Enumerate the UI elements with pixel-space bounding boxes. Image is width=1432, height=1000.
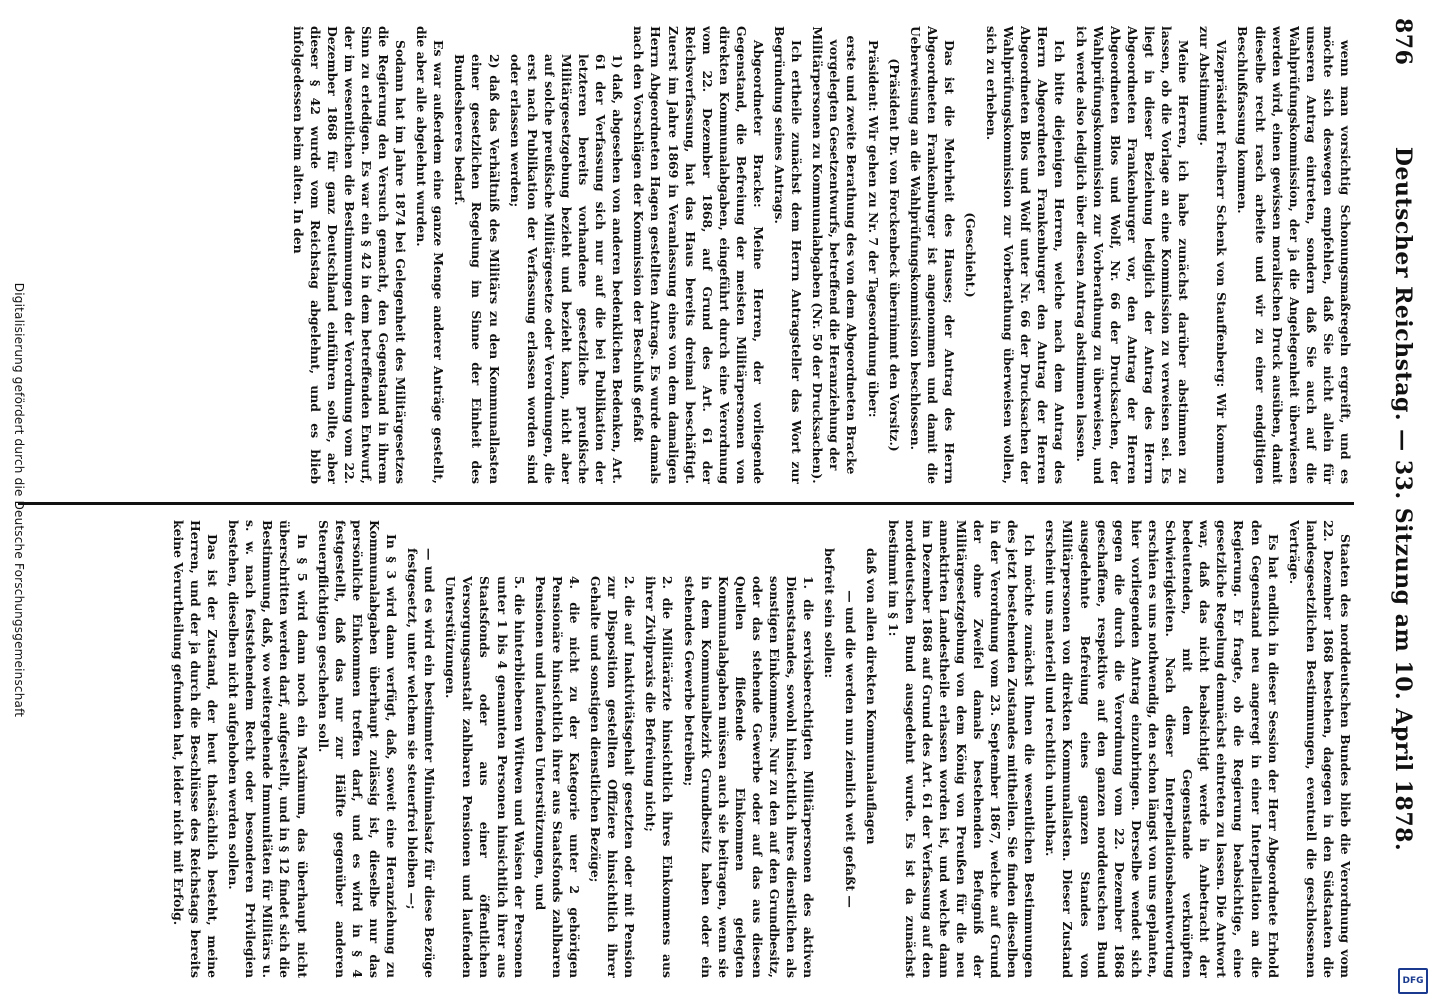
list-item: 1) daß, abgesehen von anderen bedenklichen Bedenken, Art. 61 der Verfassung sich nur auf die bei Publikation der letzteren bereits vorhandene gesetzliche preußische Militärgesetzgebung bezieht und bezieht kann, nicht aber auf solche preußische Militärgesetze oder Verordnungen, die erst nach Publikation der Verfassung erlassen worden sind oder erlassen werden; bbox=[507, 54, 626, 484]
paragraph: Vizepräsident Freiherr Schenk von Stauffenberg: Wir kommen zur Abstimmung. bbox=[1197, 26, 1230, 484]
right-column bbox=[14, 520, 1354, 978]
paragraph: Staaten des norddeutschen Bundes blieb die Verordnung vom 22. Dezember 1868 bestehen, dagegen in den Südstaaten die landesgesetzlichen Bestimmungen, eventuell die geschlossenen Verträge. bbox=[1286, 520, 1353, 978]
digitization-footer: Digitalisierung gefördert durch die Deutsche Forschungsgemeinschaft bbox=[12, 282, 26, 718]
list-item: 5. die hinterbliebenen Wittwen und Waisen der Personen unter 1 bis 4 genannten Personen hinsichtlich ihrer aus Staatsfonds oder aus einer öffentlichen Versorgungsanstalt zahlbaren Pensionen und laufenden Unterstützungen. bbox=[443, 576, 527, 978]
paragraph: Präsident: Wir gehen zu Nr. 7 der Tagesordnung über: bbox=[865, 40, 881, 418]
running-title: Deutscher Reichstag. — 33. Sitzung am 10. April 1878. bbox=[1390, 146, 1416, 852]
paragraph: Ich ertheile zunächst dem Herrn Antragsteller das Wort zur Begründung seines Antrags. bbox=[772, 26, 805, 484]
list-item: 4. die nicht zu der Kategorie unter 2 gehörigen Pensionäre hinsichtlich ihrer aus Staatsfonds zahlbaren Pensionen und laufenden Unterstützungen, und bbox=[532, 576, 582, 978]
stage-direction: (Geschieht.) bbox=[963, 212, 979, 298]
interjection: — und es wird ein bestimmter Minimalsatz für diese Bezüge festgesetzt, unter welchem sie steuerfrei bleiben —; bbox=[405, 548, 438, 978]
list-item: 1. die servisberechtigten Militärpersonen des aktiven Dienststandes, sowohl hinsichtlich ihres dienstlichen als sonstigen Einkommens. Nur zu den auf den Grundbesitz, oder das stehende Gewerbe oder auf das aus diesen Quellen fließende Einkommen gelegten Kommunalabgaben müssen auch sie beitragen, wenn sie in dem Kommunalbezirk Grundbesitz haben oder ein stehendes Gewerbe betreiben; bbox=[681, 576, 817, 978]
paragraph: Das ist der Zustand, der heut thatsächlich besteht, meine Herren, und der ja durch die Beschlüsse des Reichstags bereits keine Verurtheilung gefunden hat, leider nicht mit Erfolg. bbox=[170, 520, 221, 978]
list-item: 2) daß das Verhältniß des Militärs zu den Kommunallasten einer gesetzlichen Regelung im Sinne der Einheit des Bundesheeres bedarf. bbox=[452, 54, 502, 484]
paragraph: Es war außerdem eine ganze Menge anderer Anträge gestellt, die aber alle abgelehnt wurden. bbox=[414, 26, 447, 484]
paragraph: Meine Herren, ich habe zunächst darüber abstimmen zu lassen, ob die Vorlage an eine Kommission zu verweisen sei. Es liegt in dieser Beziehung lediglich der Antrag des Herrn Abgeordneten Frankenburger vor, den Antrag der Herren Abgeordneten Blos und Wolf, Nr. 66 der Drucksachen, der Wahlprüfungskommission zur Vorberathung zu überweisen, und ich werde also lediglich über diesen Antrag abstimmen lassen. bbox=[1073, 26, 1192, 484]
paragraph: Es hat endlich in dieser Session der Herr Abgeordnete Erhold den Gegenstand neu angeregt in einer Interpellation an die Regierung. Er fragte, ob die Regierung beabsichtige, eine gesetzliche Regelung demnächst eintreten zu lassen. Die Antwort war, daß das nicht beabsichtigt werde in Anbetracht der bedeutenden, mit dem Gegenstande verknüpften Schwierigkeiten. Nach dieser Interpellationsbeantwortung erschien es uns nothwendig, den schon längst von uns geplanten, hier vorliegenden Antrag einzubringen. Derselbe wendet sich gegen die durch die Verordnung vom 22. Dezember 1868 geschaffene, respektive auf den ganzen norddeutschen Bund ausgedehnte Befreiung eines ganzen Standes von Militärpersonen von direkten Kommunallasten. Dieser Zustand erscheint uns materiell und rechtlich unhaltbar. bbox=[1043, 520, 1281, 978]
interjection: — und die werden nun ziemlich weit gefaßt — bbox=[843, 590, 859, 908]
paragraph: Ich bitte diejenigen Herren, welche nach dem Antrag des Herrn Abgeordneten Frankenburger den Antrag der Herren Abgeordneten Blos und Wolf unter Nr. 66 der Drucksachen der Wahlprüfungskommission zur Vorberathung überweisen wollen, sich zu erheben. bbox=[984, 26, 1068, 484]
paragraph: Abgeordneter Bracke: Meine Herren, der vorliegende Gegenstand, die Befreiung der meisten Militärpersonen von direkten Kommunalabgaben, eingeführt durch eine Verordnung vom 22. Dezember 1868, auf Grund des Art. 61 der Reichsverfassung, hat das Haus bereits dreimal beschäftigt. Zuerst im Jahre 1869 in Veranlassung eines von dem damaligen Herrn Abgeordneten Hagen gestellten Antrags. Es wurde damals nach den Vorschlägen der Kommission der Beschluß gefaßt bbox=[631, 26, 766, 484]
paragraph: In § 3 wird dann verfügt, daß, soweit eine Heranziehung zu Kommunalabgaben überhaupt zulässig ist, dieselbe nur das persönliche Einkommen treffen darf, und es wird in § 4 festgestellt, daß das nur zur Hälfte gegenüber anderen Steuerpflichtigen geschehen soll. bbox=[315, 520, 400, 978]
dfg-logo-icon: DFG bbox=[1398, 968, 1428, 994]
stage-direction: (Präsident Dr. von Forckenbeck übernimmt den Vorsitz.) bbox=[886, 58, 902, 452]
list-item: 2. die Militärärzte hinsichtlich ihres Einkommens aus ihrer Zivilpraxis die Befreiung nicht; bbox=[643, 576, 676, 978]
page-number: 876 bbox=[1390, 18, 1416, 66]
agenda-item: erste und zweite Berathung des von dem Abgeordneten Bracke vorgelegten Gesetzentwurfs, betreffend die Heranziehung der Militärpersonen zu Kommunalabgaben (Nr. 50 der Drucksachen). bbox=[810, 26, 860, 484]
paragraph: In § 5 wird dann noch ein Maximum, das überhaupt nicht überschritten werden darf, aufgestellt, und in § 12 findet sich die Bestimmung, daß, wo weitergehende Immunitäten für Militärs u. s. w. nach feststehendem Recht oder besonderen Privilegien bestehen, dieselben nicht aufgehoben werden sollen. bbox=[226, 520, 310, 978]
paragraph: Sodann hat im Jahre 1874 bei Gelegenheit des Militärgesetzes die Regierung den Versuch gemacht, den Gegenstand in ihrem Sinn zu erledigen. Es war ein § 42 in dem betreffenden Entwurf, der im wesentlichen die Bestimmungen der Verordnung vom 22. Dezember 1868 für ganz Deutschland einführen sollte, aber dieser § 42 wurde vom Reichstag abgelehnt, und es blieb infolgedessen beim alten. In den bbox=[290, 26, 409, 484]
paragraph: Ich möchte zunächst Ihnen die wesentlichen Bestimmungen des jetzt bestehenden Zustandes mittheilen. Sie finden dieselben in der Verordnung vom 23. September 1867, welche auf Grund der ohne Zweifel damals bestehenden Befugniß der Militärgesetzgebung von dem König von Preußen für die neu annektirten Landestheile erlassen worden ist, und welche dann im Dezember 1868 auf Grund des Art. 61 der Verfassung auf den norddeutschen Bund ausgedehnt wurde. Es ist da zunächst bestimmt im § 1: bbox=[885, 520, 1038, 978]
paragraph: Das ist die Mehrheit des Hauses; der Antrag des Herrn Abgeordneten Frankenburger ist angenommen und damit die Ueberweisung an die Wahlprüfungskommission beschlossen. bbox=[907, 26, 957, 484]
paragraph: wenn man vorsichtig Schonungsmaßregeln ergreift, und es möchte sich deswegen empfehlen, daß Sie nicht allein für unseren Antrag eintreten, sondern daß Sie auch auf die Wahlprüfungskommission, der ja die Angelegenheit überwiesen werden wird, einen gewissen moralischen Druck ausüben, damit dieselbe recht rasch arbeite und wir zu einer endgiltigen Beschlußfassung kommen. bbox=[1235, 26, 1353, 484]
quote: befreit sein sollen: bbox=[822, 548, 838, 679]
column-divider bbox=[18, 502, 1354, 505]
list-item: 2. die auf Inaktivitätsgehalt gesetzten oder mit Pension zur Disposition gestellten Offiziere hinsichtlich ihrer Gehalte und sonstigen dienstlichen Bezüge; bbox=[588, 576, 638, 978]
quote: daß von allen direkten Kommunalauflagen bbox=[864, 548, 880, 845]
left-column bbox=[14, 26, 1354, 484]
page-header bbox=[1376, 18, 1416, 980]
